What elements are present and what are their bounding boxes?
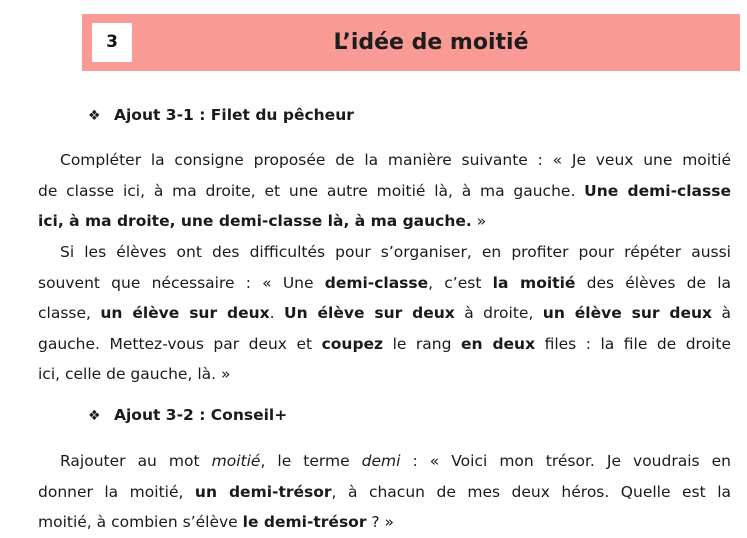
text-line: Si les élèves ont des difficultés pour s’organiser, en profiter pour répéter aussi bbox=[60, 243, 731, 261]
chapter-banner bbox=[82, 14, 740, 71]
section-heading-ajout-3-1 bbox=[88, 106, 354, 124]
chapter-title: L’idée de moitié bbox=[333, 30, 529, 55]
section-heading-text: Ajout 3-1 : Filet du pêcheur bbox=[114, 106, 354, 124]
diamond-bullet-icon: ❖ bbox=[88, 408, 101, 424]
text-line: ici, celle de gauche, là. » bbox=[38, 365, 231, 383]
text-line: Rajouter au mot moitié, le terme demi : « Voici mon trésor. Je voudrais en bbox=[60, 452, 731, 470]
text-line: donner la moitié, un demi-trésor, à chacun de mes deux héros. Quelle est la bbox=[38, 482, 731, 501]
text-line: ici, à ma droite, une demi-classe là, à ma gauche. » bbox=[38, 212, 487, 230]
text-line: Compléter la consigne proposée de la manière suivante : « Je veux une moitié bbox=[60, 151, 731, 169]
text-line: classe, un élève sur deux. Un élève sur deux à droite, un élève sur deux à bbox=[38, 304, 731, 322]
text-line: de classe ici, à ma droite, et une autre moitié là, à ma gauche. Une demi-classe bbox=[38, 181, 731, 200]
paragraph-organisation bbox=[38, 237, 731, 390]
text-line: moitié, à combien s’élève le demi-trésor ? » bbox=[38, 513, 395, 531]
chapter-number: 3 bbox=[92, 23, 132, 62]
section-heading-text: Ajout 3-2 : Conseil+ bbox=[114, 406, 288, 424]
diamond-bullet-icon: ❖ bbox=[88, 108, 101, 124]
paragraph-consigne bbox=[38, 145, 731, 237]
text-line: souvent que nécessaire : « Une demi-classe, c’est la moitié des élèves de la bbox=[38, 273, 731, 292]
section-heading-ajout-3-2 bbox=[88, 406, 287, 424]
text-line: gauche. Mettez-vous par deux et coupez le rang en deux files : la file de droite bbox=[38, 334, 731, 353]
paragraph-demi-tresor bbox=[38, 446, 731, 538]
